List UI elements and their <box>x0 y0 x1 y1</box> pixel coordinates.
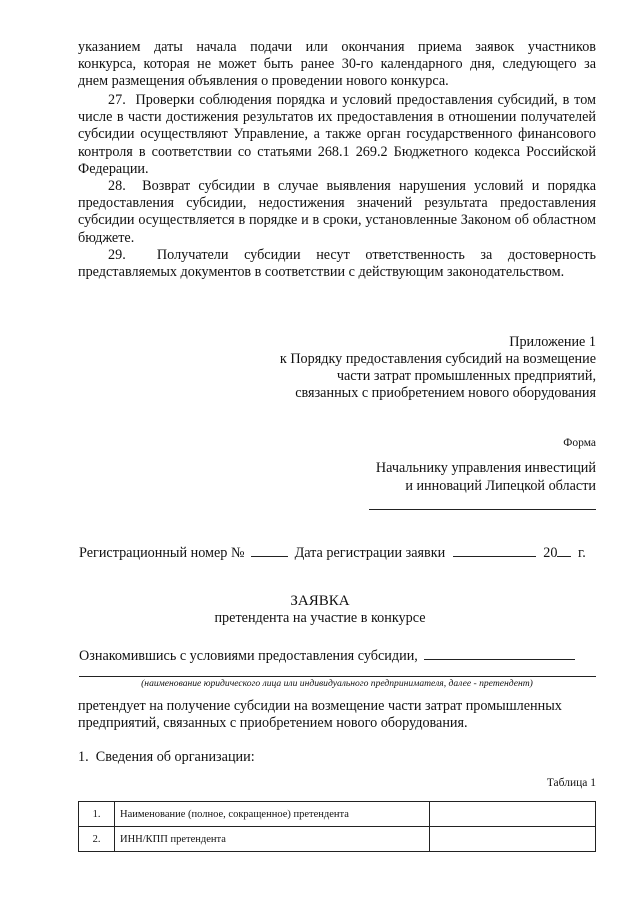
row-label: Наименование (полное, сокращенное) претендента <box>115 802 430 827</box>
applicant-name-caption: (наименование юридического лица или индивидуального предпринимателя, далее - претендент) <box>141 678 533 689</box>
section-title: Сведения об организации: <box>95 749 255 765</box>
addressee-line-2: и инноваций Липецкой области <box>405 478 596 494</box>
registration-year-field[interactable] <box>557 542 571 557</box>
continuation-line-2: конкурса, которая не может быть ранее 30-го календарного дня, следующего за <box>78 56 596 72</box>
clause-28 <box>78 178 596 247</box>
registration-number-label: Регистрационный номер № <box>79 545 245 561</box>
form-label: Форма <box>563 437 596 449</box>
registration-year-prefix: 20 <box>543 545 558 561</box>
registration-year-suffix: г. <box>578 545 586 561</box>
row-number: 1. <box>79 802 115 827</box>
clause-text: Возврат субсидии в случае выявления нарушения условий и порядка предоставления субсидии, недостижения значений результата предоставления субсидии осуществляется в порядке и в сроки, установленные Законом об областном бюджете. <box>78 178 596 246</box>
clause-29 <box>78 247 596 281</box>
table-row <box>79 802 596 827</box>
registration-date-label: Дата регистрации заявки <box>294 545 446 561</box>
clause-text: Проверки соблюдения порядка и условий предоставления субсидий, в том числе в части достижения результатов их предоставления в отношении получателей субсидии осуществляют Управление, а также орган государственного финансового контроля в соответствии со статьями 268.1 269.2 Бюджетного кодекса Российской Федерации. <box>78 92 596 177</box>
registration-number-field[interactable] <box>251 542 288 557</box>
continuation-line-1: указанием даты начала подачи или окончания приема заявок участников <box>78 39 596 55</box>
clause-number: 28. <box>108 178 126 194</box>
table-caption: Таблица 1 <box>546 777 596 789</box>
row-number: 2. <box>79 827 115 852</box>
registration-date-field[interactable] <box>453 542 536 557</box>
addressee-signature-line[interactable] <box>369 509 596 510</box>
appendix-line-2: к Порядку предоставления субсидий на возмещение <box>279 351 596 367</box>
appendix-line-4: связанных с приобретением нового оборудования <box>295 385 596 401</box>
applicant-name-line[interactable] <box>79 676 596 677</box>
applicant-name-field[interactable] <box>424 645 575 660</box>
appendix-line-1: Приложение 1 <box>509 334 596 350</box>
organization-info-table <box>78 801 596 852</box>
intro-text: Ознакомившись с условиями предоставления субсидии, <box>79 648 418 664</box>
appendix-line-3: части затрат промышленных предприятий, <box>336 368 596 384</box>
registration-row <box>79 542 596 562</box>
application-title: ЗАЯВКА <box>290 593 350 609</box>
section-1-heading <box>78 749 596 766</box>
application-subtitle: претендента на участие в конкурсе <box>214 610 426 626</box>
clause-number: 29. <box>108 247 126 263</box>
clause-text: Получатели субсидии несут ответственность за достоверность представляемых документов в соответствии с действующим законодательством. <box>78 247 597 281</box>
section-number: 1. <box>78 749 89 765</box>
clause-number: 27. <box>108 92 126 108</box>
continuation-line-3: днем размещения объявления о проведении нового конкурса. <box>78 73 449 89</box>
addressee-line-1: Начальнику управления инвестиций <box>375 460 596 476</box>
clause-27 <box>78 92 596 178</box>
row-value-field[interactable] <box>430 802 596 827</box>
row-value-field[interactable] <box>430 827 596 852</box>
table-row <box>79 827 596 852</box>
purpose-text: претендует на получение субсидии на возмещение части затрат промышленных предприятий, связанных с приобретением нового оборудования. <box>78 698 562 732</box>
intro-row <box>79 645 596 665</box>
row-label: ИНН/КПП претендента <box>115 827 430 852</box>
